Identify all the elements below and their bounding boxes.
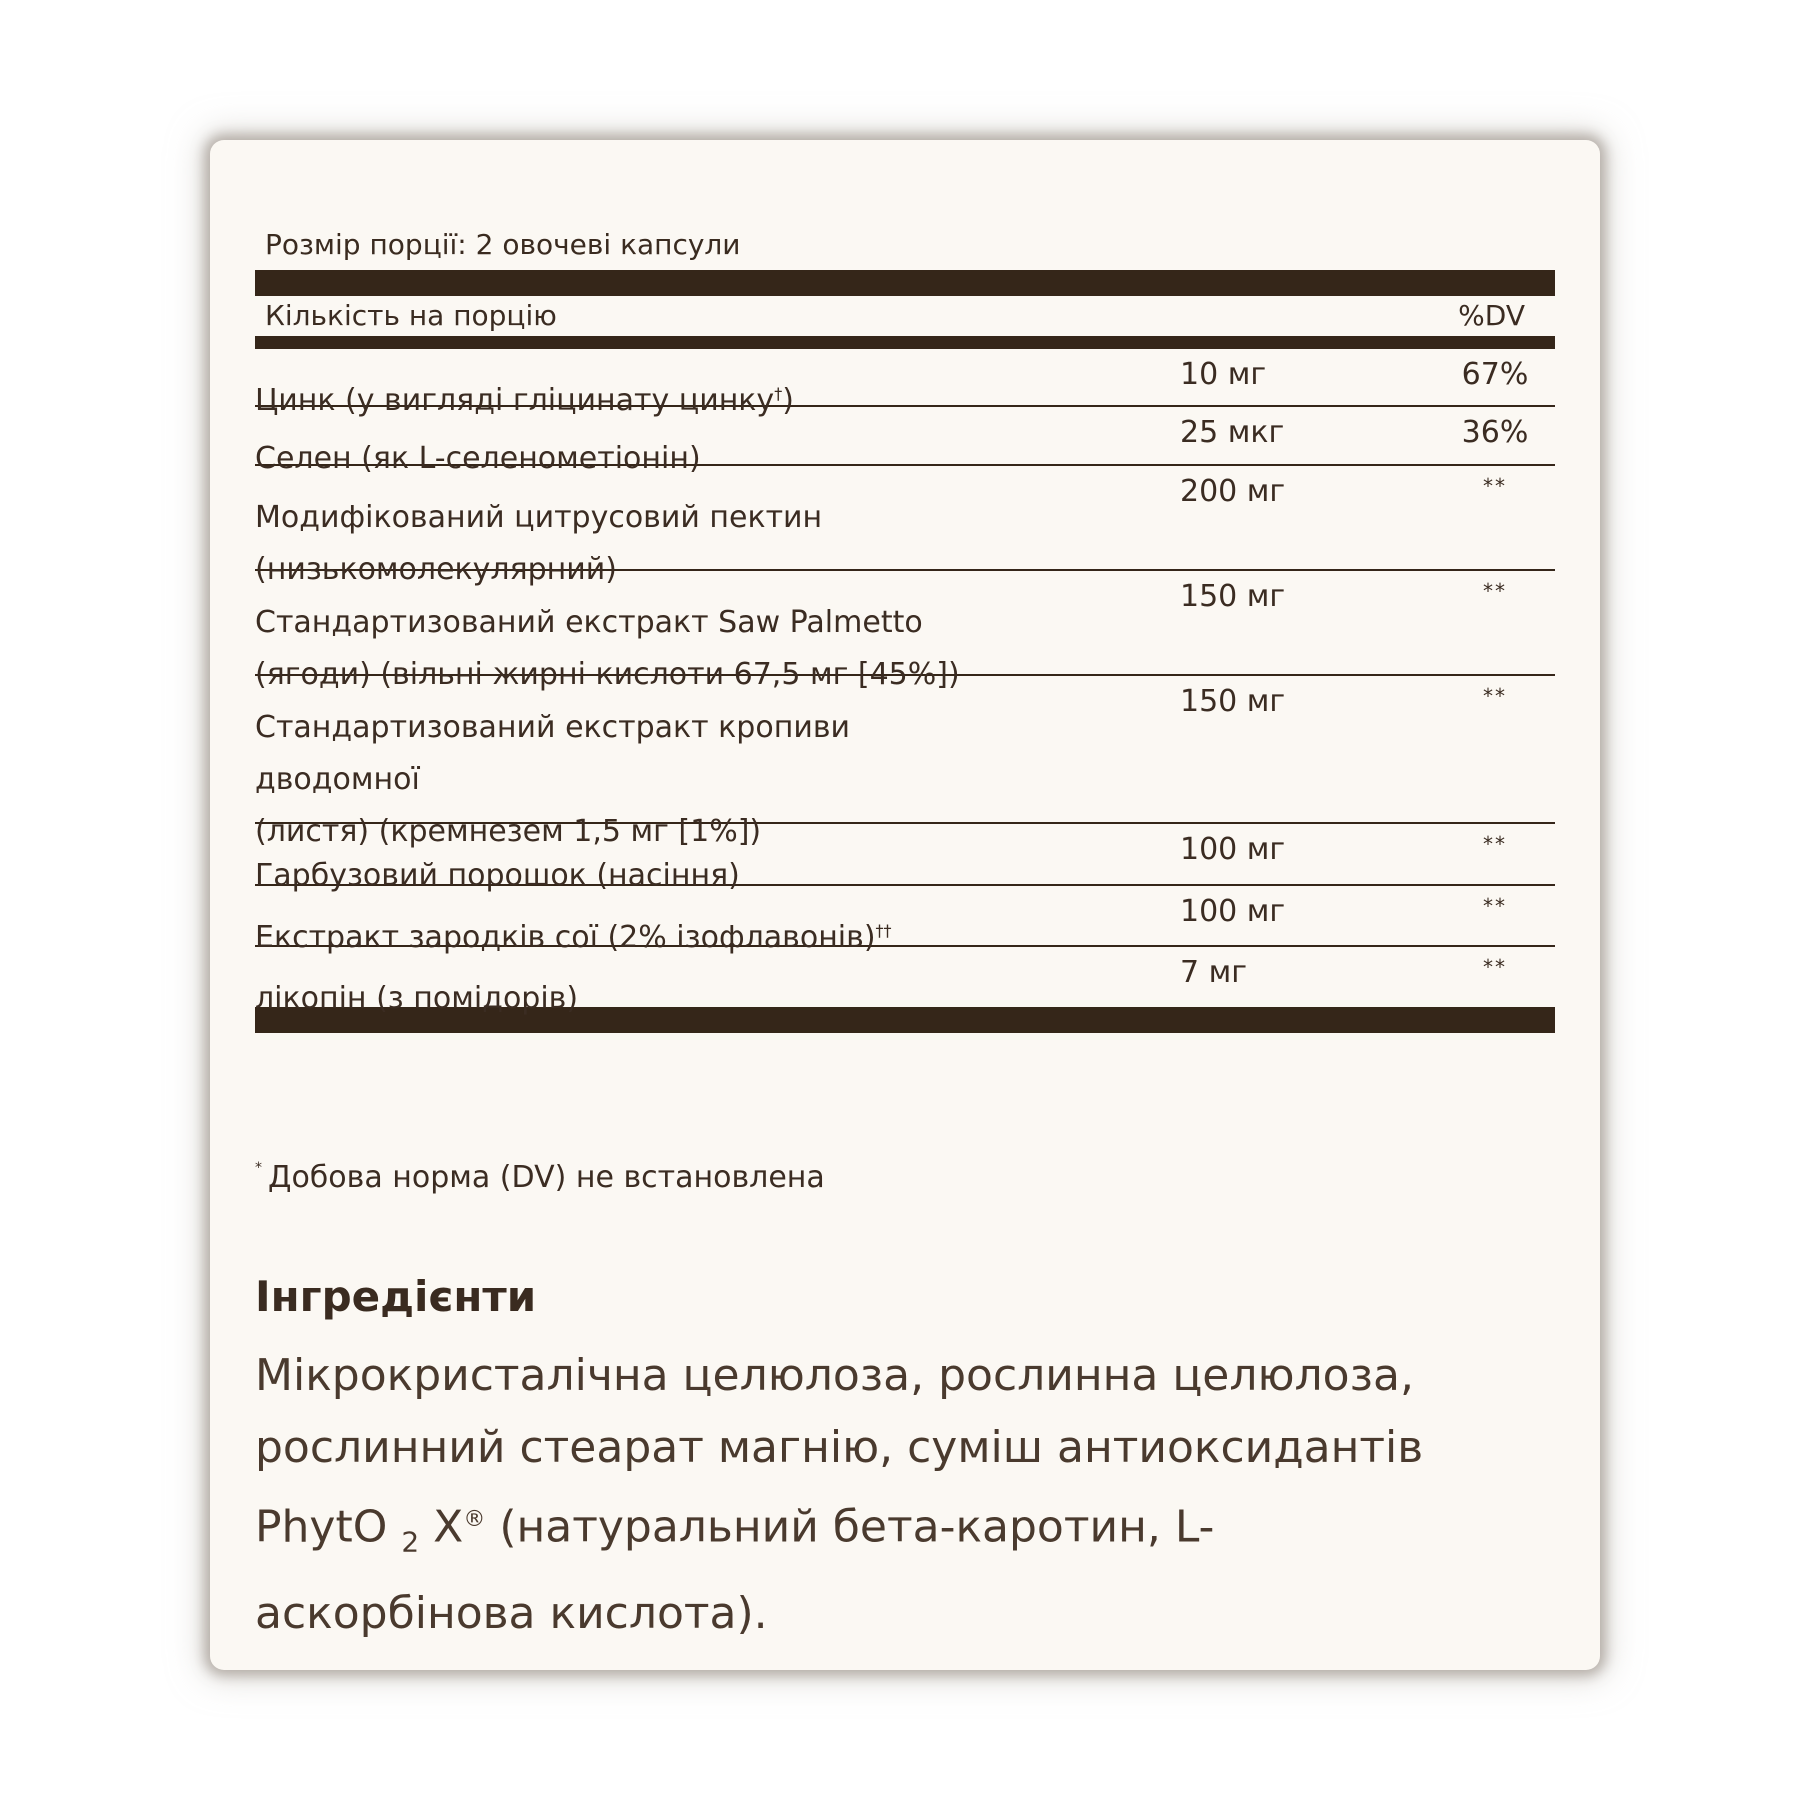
- nutrient-dv: **: [1483, 894, 1507, 918]
- nutrient-name: Екстракт зародків сої (2% ізофлавонів)††: [255, 920, 892, 955]
- nutrient-amount: 7 мг: [1180, 955, 1248, 990]
- table-header: [255, 296, 1555, 336]
- nutrient-name: Стандартизований екстракт Saw Palmetto (ягоди) (вільні жирні кислоти 67,5 мг [45%]): [255, 605, 960, 692]
- table-row: [255, 466, 1555, 587]
- table-row: [255, 407, 1555, 476]
- nutrient-amount: 100 мг: [1180, 832, 1286, 867]
- nutrient-amount: 150 мг: [1180, 684, 1286, 719]
- nutrient-dv: **: [1483, 474, 1507, 498]
- table-row: [255, 947, 1555, 1016]
- supplement-facts-panel: [255, 220, 1555, 1033]
- nutrient-amount: 25 мкг: [1180, 415, 1285, 450]
- nutrient-amount: 10 мг: [1180, 357, 1267, 392]
- nutrient-amount: 100 мг: [1180, 894, 1286, 929]
- nutrient-name: Цинк (у вигляді гліцинату цинку†): [255, 383, 794, 418]
- ingredients-text: Мікрокристалічна целюлоза, рослинна целюлоза, рослинний стеарат магнію, суміш антиоксидантів PhytO $_2$ X® (натуральний бета-каротин, L- аскорбінова кислота).: [255, 1350, 1424, 1640]
- table-row: [255, 676, 1555, 849]
- top-divider-bar: [255, 270, 1555, 296]
- table-row: [255, 824, 1555, 893]
- nutrient-amount: 150 мг: [1180, 579, 1286, 614]
- nutrient-dv: **: [1483, 955, 1507, 979]
- dv-footnote: * Добова норма (DV) не встановлена: [255, 1160, 825, 1195]
- dv-header-label: %DV: [1458, 299, 1525, 332]
- header-divider-bar: [255, 336, 1555, 349]
- table-row: [255, 349, 1555, 418]
- serving-size: Розмір порції: 2 овочеві капсули: [265, 228, 741, 261]
- nutrient-dv: 36%: [1461, 415, 1529, 450]
- nutrient-name: Гарбузовий порошок (насіння): [255, 858, 740, 893]
- nutrient-name: Стандартизований екстракт кропиви дводомної (листя) (кремнезем 1,5 мг [1%]): [255, 710, 850, 849]
- nutrient-amount: 200 мг: [1180, 474, 1286, 509]
- nutrient-name: Модифікований цитрусовий пектин (низькомолекулярний): [255, 500, 823, 587]
- nutrient-dv: 67%: [1461, 357, 1529, 392]
- nutrient-dv: **: [1483, 684, 1507, 708]
- table-row: [255, 571, 1555, 692]
- nutrient-dv: **: [1483, 832, 1507, 856]
- table-row: [255, 886, 1555, 955]
- amount-per-serving-label: Кількість на порцію: [265, 299, 557, 332]
- ingredients-title: Інгредієнти: [255, 1272, 537, 1321]
- nutrient-dv: **: [1483, 579, 1507, 603]
- nutrient-name: лікопін (з помідорів): [255, 981, 579, 1016]
- nutrient-name: Селен (як L-селенометіонін): [255, 441, 701, 476]
